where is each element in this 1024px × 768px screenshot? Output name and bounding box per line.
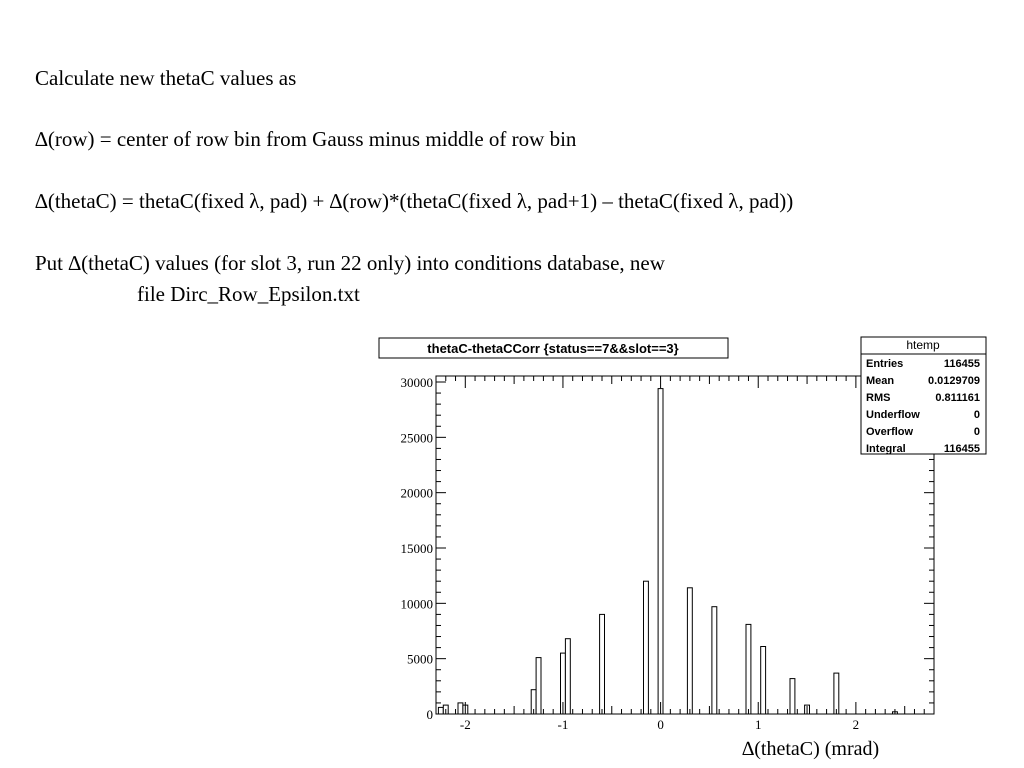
histogram-bars [438, 389, 897, 714]
stats-box [861, 337, 986, 455]
histogram-bar [658, 389, 663, 714]
x-tick-label: 0 [657, 717, 664, 732]
stats-value: 0 [973, 426, 980, 438]
y-tick-label: 10000 [400, 596, 433, 612]
text-line-4: Put ∆(thetaC) values (for slot 3, run 22 only) into conditions database, new [35, 251, 665, 275]
histogram-bar [600, 614, 605, 714]
histogram-bar [712, 607, 717, 714]
x-tick-label: -2 [459, 717, 471, 732]
stats-label: Mean [866, 375, 895, 387]
stats-label: Overflow [866, 426, 914, 438]
stats-value: 0.0129709 [928, 375, 980, 387]
histogram-bar [746, 624, 751, 714]
x-axis-label: ∆(thetaC) (mrad) [742, 738, 880, 760]
y-tick-label: 30000 [400, 375, 433, 390]
stats-title: htemp [906, 338, 940, 352]
x-tick-label: 2 [852, 717, 860, 732]
stats-value: 0 [973, 409, 980, 421]
y-tick-label: 25000 [400, 430, 433, 446]
x-tick-label: -1 [557, 717, 569, 732]
text-line-2: ∆(row) = center of row bin from Gauss minus middle of row bin [35, 127, 577, 151]
histogram-bar [790, 679, 795, 714]
y-tick-label: 20000 [400, 485, 433, 501]
stats-label: Underflow [866, 409, 920, 421]
plot-frame [436, 376, 934, 714]
histogram-bar [536, 658, 541, 714]
histogram-bar [644, 581, 649, 714]
histogram-bar [834, 673, 839, 714]
stats-label: Entries [866, 358, 904, 370]
stats-value: 0.811161 [935, 392, 980, 404]
stats-value: 116455 [943, 443, 980, 455]
histogram-bar [565, 639, 570, 714]
histogram-bar [458, 703, 463, 714]
stats-label: RMS [866, 392, 891, 404]
stats-value: 116455 [943, 358, 980, 370]
chart-title: thetaC-thetaCCorr {status==7&&slot==3} [427, 341, 679, 356]
stats-label: Integral [866, 443, 906, 455]
histogram-bar [438, 707, 443, 714]
histogram-bar [687, 588, 692, 714]
histogram-bar [761, 647, 766, 715]
y-tick-label: 15000 [400, 541, 433, 556]
text-line-3: ∆(thetaC) = thetaC(fixed λ, pad) + ∆(row)*(thetaC(fixed λ, pad+1) – thetaC(fixed λ, pad)) [35, 189, 794, 213]
text-line-1: Calculate new thetaC values as [35, 66, 297, 90]
y-tick-label: 0 [426, 707, 433, 722]
histogram-chart [360, 330, 1000, 742]
y-axis-ticks [401, 375, 935, 722]
x-tick-label: 1 [754, 717, 762, 732]
y-tick-label: 5000 [407, 651, 433, 667]
text-line-5: file Dirc_Row_Epsilon.txt [137, 282, 360, 306]
